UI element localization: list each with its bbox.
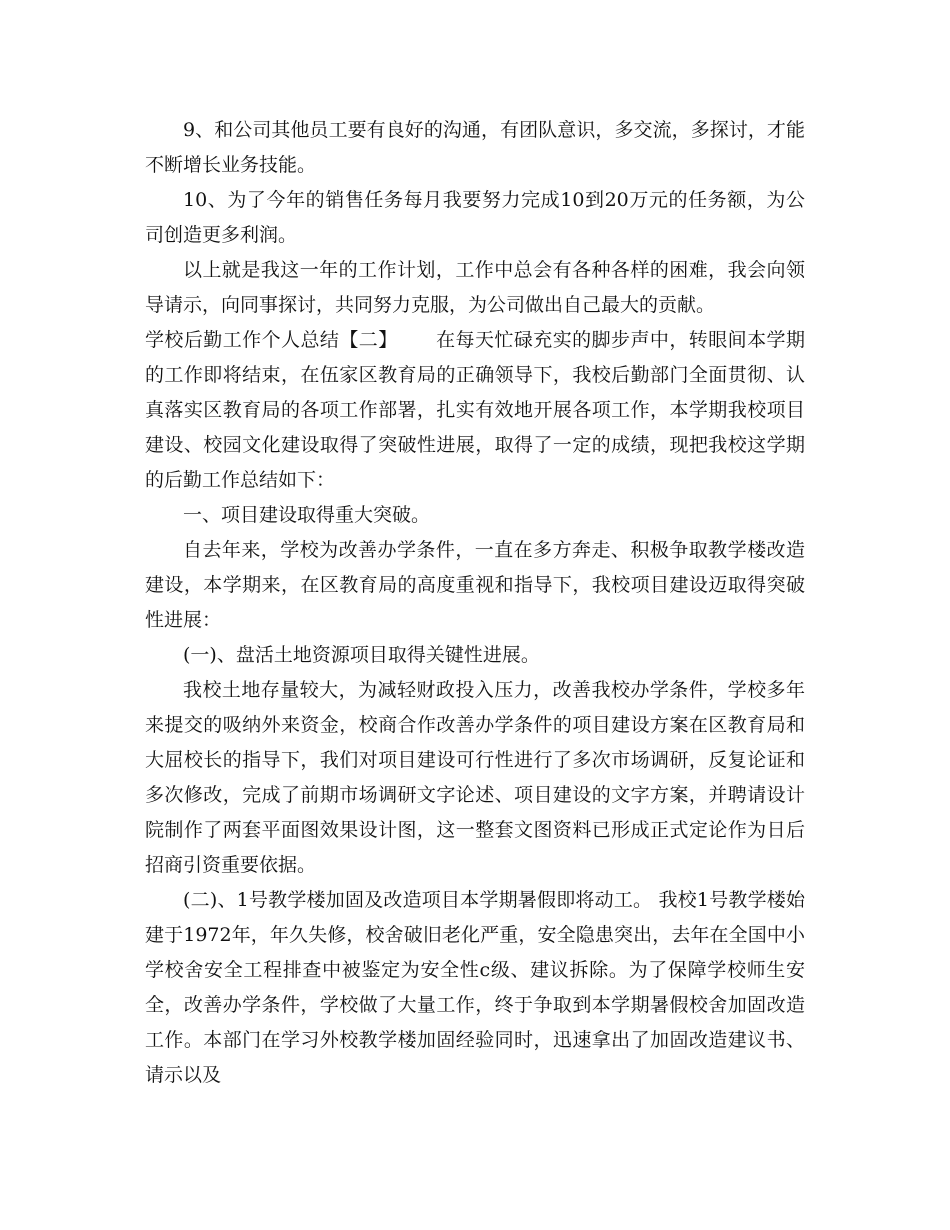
paragraph-summary: 以上就是我这一年的工作计划，工作中总会有各种各样的困难，我会向领导请示，向同事探讨，共同努力克服，为公司做出自己最大的贡献。 bbox=[145, 259, 805, 316]
paragraph-building-reinforcement: (二)、1号教学楼加固及改造项目本学期暑假即将动工。 我校1号教学楼始建于1972年，年久失修，校舍破旧老化严重，安全隐患突出，去年在全国中小学校舍安全工程排查中被鉴定为安全性c级、建议拆除。为了保障学校师生安全，改善办学条件，学校做了大量工作，终于争取到本学期暑假校舍加固改造工作。本部门在学习外校教学楼加固经验同时，迅速拿出了加固改造建议书、请示以及 bbox=[145, 889, 805, 1086]
subheading-land-resources: (一)、盘活土地资源项目取得关键性进展。 bbox=[183, 644, 540, 666]
section-title: 学校后勤工作个人总结【二】 bbox=[145, 329, 398, 351]
paragraph-item-10: 10、为了今年的销售任务每月我要努力完成10到20万元的任务额，为公司创造更多利润。 bbox=[145, 189, 805, 246]
document-page bbox=[145, 113, 805, 1093]
paragraph-project-background: 自去年来，学校为改善办学条件，一直在多方奔走、积极争取教学楼改造建设，本学期来，在区教育局的高度重视和指导下，我校项目建设迈取得突破性进展： bbox=[145, 539, 805, 631]
heading-project-breakthrough: 一、项目建设取得重大突破。 bbox=[183, 504, 431, 526]
paragraph-item-9: 9、和公司其他员工要有良好的沟通，有团队意识，多交流，多探讨，才能不断增长业务技能。 bbox=[145, 119, 805, 176]
paragraph-land-resources: 我校土地存量较大，为减轻财政投入压力，改善我校办学条件，学校多年来提交的吸纳外来资金，校商合作改善办学条件的项目建设方案在区教育局和大屈校长的指导下，我们对项目建设可行性进行了多次市场调研，反复论证和多次修改，完成了前期市场调研文字论述、项目建设的文字方案，并聘请设计院制作了两套平面图效果设计图，这一整套文图资料已形成正式定论作为日后招商引资重要依据。 bbox=[145, 679, 805, 876]
section-intro: 在每天忙碌充实的脚步声中，转眼间本学期的工作即将结束，在伍家区教育局的正确领导下，我校后勤部门全面贯彻、认真落实区教育局的各项工作部署，扎实有效地开展各项工作，本学期我校项目建设、校园文化建设取得了突破性进展，取得了一定的成绩，现把我校这学期的后勤工作总结如下： bbox=[145, 329, 805, 491]
section-paragraph bbox=[145, 323, 805, 498]
